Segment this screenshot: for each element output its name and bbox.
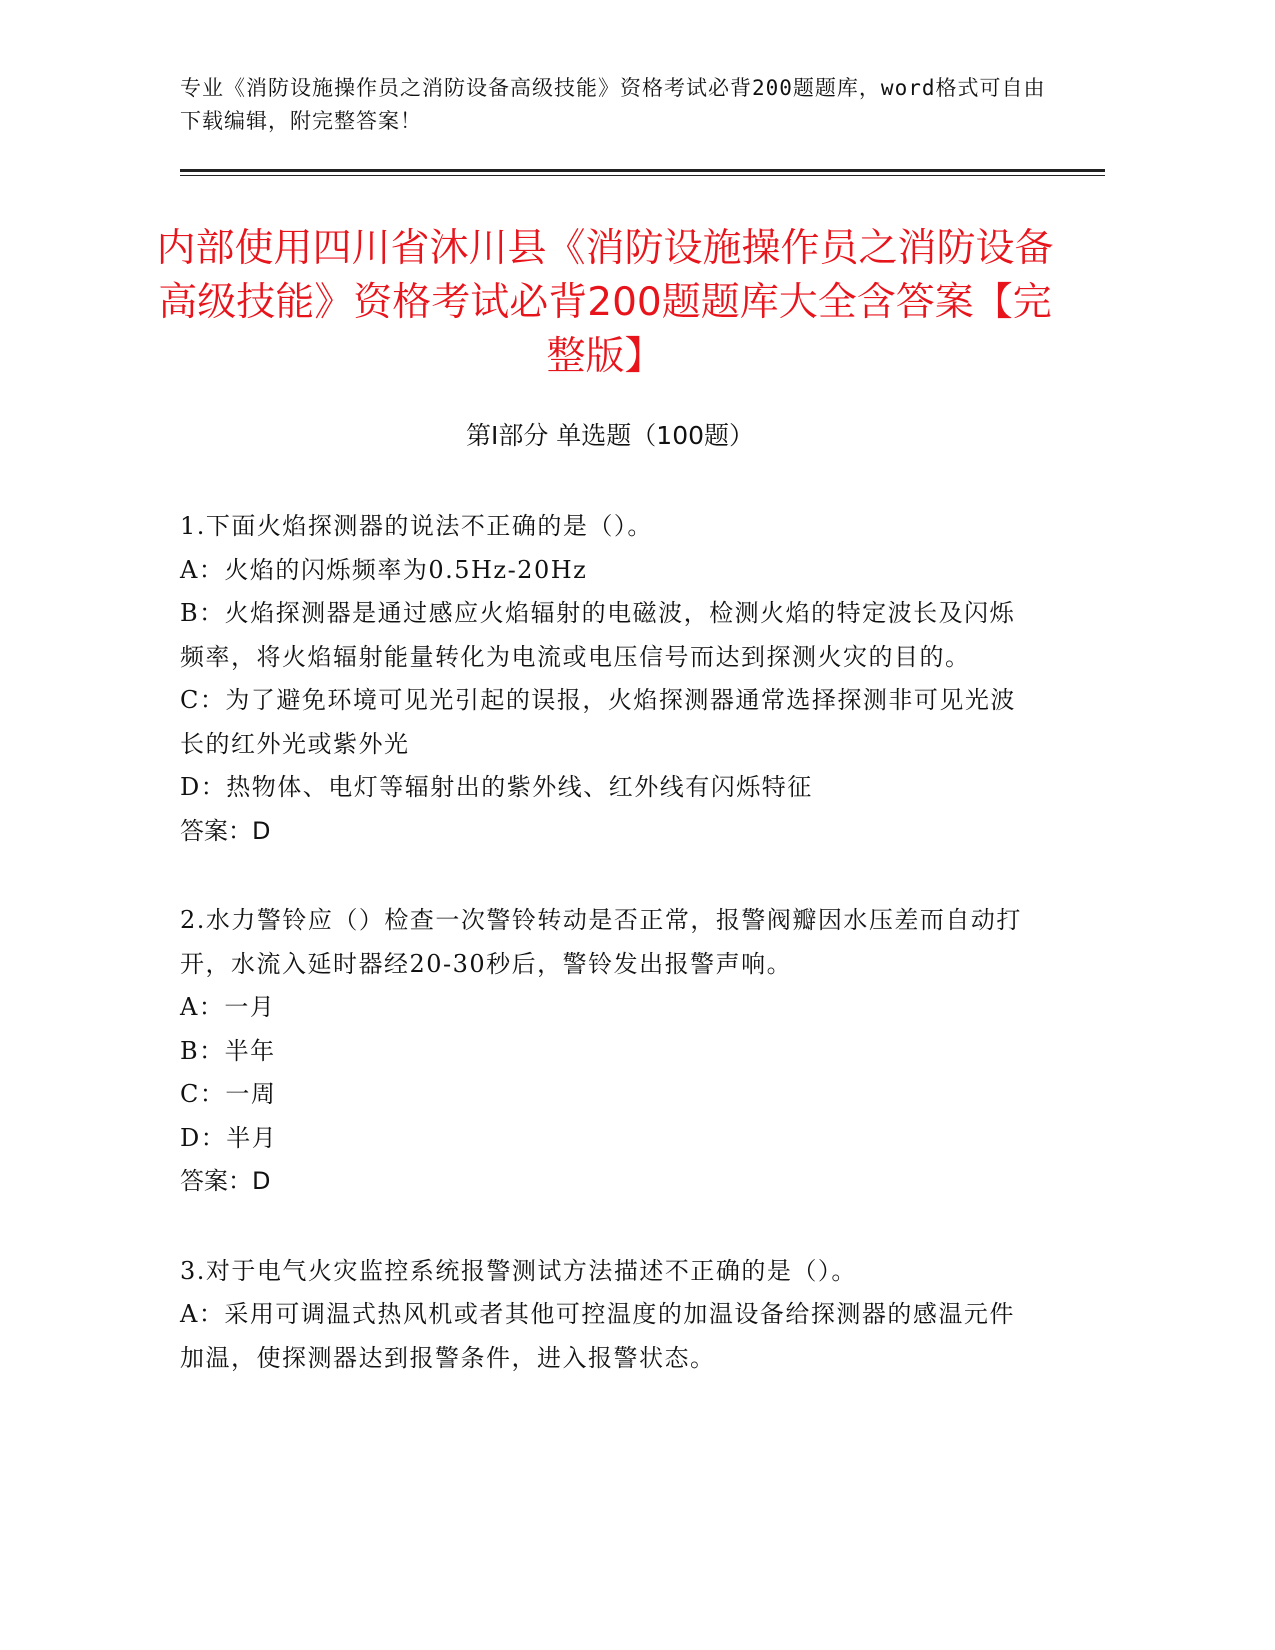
- option-d: D：半月: [180, 1123, 278, 1152]
- option-c: C：一周: [180, 1080, 277, 1108]
- question-2: [180, 899, 1040, 1204]
- answer: 答案：D: [180, 816, 271, 845]
- option-b: B：火焰探测器是通过感应火焰辐射的电磁波，检测火焰的特定波长及闪烁频率，将火焰辐射能量转化为电流或电压信号而达到探测火灾的目的。: [180, 599, 1016, 671]
- question-stem: 2.水力警铃应（）检查一次警铃转动是否正常，报警阀瓣因水压差而自动打开，水流入延时器经20-30秒后，警铃发出报警声响。: [180, 906, 1022, 978]
- question-stem: 3.对于电气火灾监控系统报警测试方法描述不正确的是（）。: [180, 1256, 857, 1285]
- question-1: [180, 505, 1040, 853]
- question-3: [180, 1250, 1040, 1381]
- header-divider-thick: [180, 169, 1105, 172]
- header-divider-thin: [180, 175, 1105, 176]
- header-note: 专业《消防设施操作员之消防设备高级技能》资格考试必背200题题库，word格式可自由下载编辑，附完整答案！: [180, 76, 1046, 133]
- answer: 答案：D: [180, 1167, 271, 1195]
- option-c: C：为了避免环境可见光引起的误报，火焰探测器通常选择探测非可见光波长的红外光或紫外光: [180, 686, 1016, 758]
- option-d: D：热物体、电灯等辐射出的紫外线、红外线有闪烁特征: [180, 773, 813, 801]
- option-b: B：半年: [180, 1036, 276, 1065]
- option-a: A：一月: [180, 993, 276, 1021]
- document-title: 内部使用四川省沐川县《消防设施操作员之消防设备高级技能》资格考试必背200题题库大全含答案【完整版】: [156, 226, 1054, 379]
- question-list: [180, 505, 1040, 1426]
- option-a: A：采用可调温式热风机或者其他可控温度的加温设备给探测器的感温元件加温，使探测器达到报警条件，进入报警状态。: [180, 1300, 1015, 1372]
- question-stem: 1.下面火焰探测器的说法不正确的是（）。: [180, 512, 653, 540]
- section-title: 第I部分 单选题（100题）: [465, 421, 755, 450]
- option-a: A：火焰的闪烁频率为0.5Hz-20Hz: [180, 555, 588, 584]
